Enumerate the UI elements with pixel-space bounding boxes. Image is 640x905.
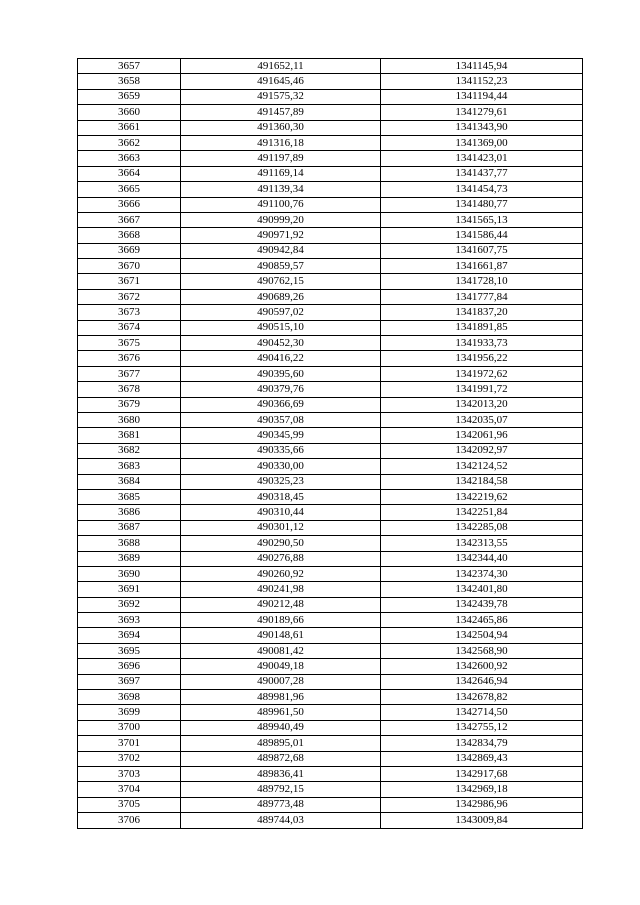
x-coordinate-cell: 490357,08	[181, 412, 381, 427]
table-row	[78, 135, 583, 150]
point-number-cell: 3674	[78, 320, 181, 335]
y-coordinate-cell: 1342465,86	[381, 613, 583, 628]
point-number-cell: 3663	[78, 151, 181, 166]
x-coordinate-cell: 490762,15	[181, 274, 381, 289]
x-coordinate-cell: 491575,32	[181, 89, 381, 104]
table-row	[78, 443, 583, 458]
y-coordinate-cell: 1341423,01	[381, 151, 583, 166]
y-coordinate-cell: 1341343,90	[381, 120, 583, 135]
table-row	[78, 59, 583, 74]
y-coordinate-cell: 1341586,44	[381, 228, 583, 243]
point-number-cell: 3672	[78, 289, 181, 304]
table-row	[78, 797, 583, 812]
y-coordinate-cell: 1342219,62	[381, 489, 583, 504]
table-row	[78, 243, 583, 258]
x-coordinate-cell: 491197,89	[181, 151, 381, 166]
x-coordinate-cell: 491139,34	[181, 182, 381, 197]
table-row	[78, 166, 583, 181]
table-row	[78, 566, 583, 581]
y-coordinate-cell: 1342600,92	[381, 659, 583, 674]
table-row	[78, 351, 583, 366]
x-coordinate-cell: 489773,48	[181, 797, 381, 812]
point-number-cell: 3695	[78, 643, 181, 658]
y-coordinate-cell: 1342755,12	[381, 720, 583, 735]
x-coordinate-cell: 489981,96	[181, 690, 381, 705]
y-coordinate-cell: 1341972,62	[381, 366, 583, 381]
y-coordinate-cell: 1342061,96	[381, 428, 583, 443]
point-number-cell: 3671	[78, 274, 181, 289]
y-coordinate-cell: 1341152,23	[381, 74, 583, 89]
y-coordinate-cell: 1341194,44	[381, 89, 583, 104]
table-row	[78, 782, 583, 797]
table-row	[78, 120, 583, 135]
x-coordinate-cell: 490290,50	[181, 536, 381, 551]
table-row	[78, 613, 583, 628]
point-number-cell: 3686	[78, 505, 181, 520]
point-number-cell: 3692	[78, 597, 181, 612]
y-coordinate-cell: 1342986,96	[381, 797, 583, 812]
table-row	[78, 105, 583, 120]
x-coordinate-cell: 490301,12	[181, 520, 381, 535]
point-number-cell: 3703	[78, 766, 181, 781]
point-number-cell: 3673	[78, 305, 181, 320]
y-coordinate-cell: 1342646,94	[381, 674, 583, 689]
table-row	[78, 182, 583, 197]
table-row	[78, 212, 583, 227]
x-coordinate-cell: 490007,28	[181, 674, 381, 689]
y-coordinate-cell: 1341279,61	[381, 105, 583, 120]
x-coordinate-cell: 490330,00	[181, 459, 381, 474]
y-coordinate-cell: 1341728,10	[381, 274, 583, 289]
x-coordinate-cell: 490345,99	[181, 428, 381, 443]
table-row	[78, 705, 583, 720]
y-coordinate-cell: 1343009,84	[381, 813, 583, 828]
y-coordinate-cell: 1342285,08	[381, 520, 583, 535]
table-row	[78, 520, 583, 535]
table-row	[78, 320, 583, 335]
table-row	[78, 428, 583, 443]
point-number-cell: 3664	[78, 166, 181, 181]
x-coordinate-cell: 490366,69	[181, 397, 381, 412]
x-coordinate-cell: 490859,57	[181, 259, 381, 274]
y-coordinate-cell: 1342568,90	[381, 643, 583, 658]
table-row	[78, 551, 583, 566]
y-coordinate-cell: 1341437,77	[381, 166, 583, 181]
table-row	[78, 643, 583, 658]
y-coordinate-cell: 1342313,55	[381, 536, 583, 551]
x-coordinate-cell: 490189,66	[181, 613, 381, 628]
point-number-cell: 3669	[78, 243, 181, 258]
x-coordinate-cell: 490395,60	[181, 366, 381, 381]
x-coordinate-cell: 491169,14	[181, 166, 381, 181]
point-number-cell: 3660	[78, 105, 181, 120]
y-coordinate-cell: 1342439,78	[381, 597, 583, 612]
x-coordinate-cell: 490515,10	[181, 320, 381, 335]
y-coordinate-cell: 1342678,82	[381, 690, 583, 705]
table-row	[78, 597, 583, 612]
point-number-cell: 3680	[78, 412, 181, 427]
point-number-cell: 3666	[78, 197, 181, 212]
point-number-cell: 3670	[78, 259, 181, 274]
y-coordinate-cell: 1341454,73	[381, 182, 583, 197]
table-row	[78, 628, 583, 643]
point-number-cell: 3662	[78, 135, 181, 150]
y-coordinate-cell: 1342344,40	[381, 551, 583, 566]
x-coordinate-cell: 490276,88	[181, 551, 381, 566]
x-coordinate-cell: 490049,18	[181, 659, 381, 674]
point-number-cell: 3659	[78, 89, 181, 104]
y-coordinate-cell: 1342251,84	[381, 505, 583, 520]
point-number-cell: 3678	[78, 382, 181, 397]
table-row	[78, 259, 583, 274]
coordinate-table-body	[78, 59, 583, 829]
point-number-cell: 3693	[78, 613, 181, 628]
table-row	[78, 397, 583, 412]
point-number-cell: 3696	[78, 659, 181, 674]
table-row	[78, 89, 583, 104]
y-coordinate-cell: 1341607,75	[381, 243, 583, 258]
point-number-cell: 3675	[78, 336, 181, 351]
x-coordinate-cell: 491100,76	[181, 197, 381, 212]
table-row	[78, 366, 583, 381]
point-number-cell: 3683	[78, 459, 181, 474]
table-row	[78, 474, 583, 489]
x-coordinate-cell: 490942,84	[181, 243, 381, 258]
point-number-cell: 3697	[78, 674, 181, 689]
table-row	[78, 336, 583, 351]
x-coordinate-cell: 490335,66	[181, 443, 381, 458]
table-row	[78, 766, 583, 781]
point-number-cell: 3676	[78, 351, 181, 366]
x-coordinate-cell: 490318,45	[181, 489, 381, 504]
y-coordinate-cell: 1342834,79	[381, 736, 583, 751]
table-row	[78, 690, 583, 705]
x-coordinate-cell: 491316,18	[181, 135, 381, 150]
point-number-cell: 3665	[78, 182, 181, 197]
y-coordinate-cell: 1342124,52	[381, 459, 583, 474]
table-row	[78, 382, 583, 397]
point-number-cell: 3691	[78, 582, 181, 597]
table-row	[78, 582, 583, 597]
x-coordinate-cell: 489744,03	[181, 813, 381, 828]
table-row	[78, 505, 583, 520]
y-coordinate-cell: 1341661,87	[381, 259, 583, 274]
y-coordinate-cell: 1341777,84	[381, 289, 583, 304]
point-number-cell: 3705	[78, 797, 181, 812]
point-number-cell: 3694	[78, 628, 181, 643]
y-coordinate-cell: 1342401,80	[381, 582, 583, 597]
y-coordinate-cell: 1341369,00	[381, 135, 583, 150]
x-coordinate-cell: 490597,02	[181, 305, 381, 320]
table-row	[78, 674, 583, 689]
x-coordinate-cell: 490416,22	[181, 351, 381, 366]
y-coordinate-cell: 1342092,97	[381, 443, 583, 458]
x-coordinate-cell: 489895,01	[181, 736, 381, 751]
table-row	[78, 274, 583, 289]
y-coordinate-cell: 1342374,30	[381, 566, 583, 581]
table-row	[78, 536, 583, 551]
x-coordinate-cell: 489792,15	[181, 782, 381, 797]
point-number-cell: 3701	[78, 736, 181, 751]
point-number-cell: 3679	[78, 397, 181, 412]
table-row	[78, 74, 583, 89]
x-coordinate-cell: 489872,68	[181, 751, 381, 766]
table-row	[78, 751, 583, 766]
table-row	[78, 197, 583, 212]
point-number-cell: 3698	[78, 690, 181, 705]
x-coordinate-cell: 490310,44	[181, 505, 381, 520]
table-row	[78, 659, 583, 674]
x-coordinate-cell: 490241,98	[181, 582, 381, 597]
x-coordinate-cell: 490148,61	[181, 628, 381, 643]
x-coordinate-cell: 490689,26	[181, 289, 381, 304]
table-row	[78, 813, 583, 828]
x-coordinate-cell: 490325,23	[181, 474, 381, 489]
point-number-cell: 3657	[78, 59, 181, 74]
point-number-cell: 3706	[78, 813, 181, 828]
point-number-cell: 3661	[78, 120, 181, 135]
x-coordinate-cell: 491457,89	[181, 105, 381, 120]
x-coordinate-cell: 490452,30	[181, 336, 381, 351]
point-number-cell: 3699	[78, 705, 181, 720]
point-number-cell: 3685	[78, 489, 181, 504]
y-coordinate-cell: 1341565,13	[381, 212, 583, 227]
y-coordinate-cell: 1342714,50	[381, 705, 583, 720]
y-coordinate-cell: 1342869,43	[381, 751, 583, 766]
point-number-cell: 3702	[78, 751, 181, 766]
y-coordinate-cell: 1342013,20	[381, 397, 583, 412]
coordinate-table	[77, 58, 583, 829]
point-number-cell: 3684	[78, 474, 181, 489]
table-row	[78, 459, 583, 474]
point-number-cell: 3689	[78, 551, 181, 566]
x-coordinate-cell: 489961,50	[181, 705, 381, 720]
y-coordinate-cell: 1341837,20	[381, 305, 583, 320]
table-row	[78, 228, 583, 243]
table-row	[78, 412, 583, 427]
table-row	[78, 720, 583, 735]
y-coordinate-cell: 1341480,77	[381, 197, 583, 212]
point-number-cell: 3688	[78, 536, 181, 551]
x-coordinate-cell: 489940,49	[181, 720, 381, 735]
x-coordinate-cell: 490971,92	[181, 228, 381, 243]
x-coordinate-cell: 491360,30	[181, 120, 381, 135]
y-coordinate-cell: 1341956,22	[381, 351, 583, 366]
y-coordinate-cell: 1341891,85	[381, 320, 583, 335]
y-coordinate-cell: 1342917,68	[381, 766, 583, 781]
x-coordinate-cell: 490081,42	[181, 643, 381, 658]
point-number-cell: 3668	[78, 228, 181, 243]
table-row	[78, 305, 583, 320]
y-coordinate-cell: 1341145,94	[381, 59, 583, 74]
table-row	[78, 736, 583, 751]
point-number-cell: 3687	[78, 520, 181, 535]
y-coordinate-cell: 1342035,07	[381, 412, 583, 427]
x-coordinate-cell: 490379,76	[181, 382, 381, 397]
point-number-cell: 3704	[78, 782, 181, 797]
point-number-cell: 3700	[78, 720, 181, 735]
x-coordinate-cell: 490999,20	[181, 212, 381, 227]
x-coordinate-cell: 491645,46	[181, 74, 381, 89]
y-coordinate-cell: 1342969,18	[381, 782, 583, 797]
point-number-cell: 3677	[78, 366, 181, 381]
y-coordinate-cell: 1342504,94	[381, 628, 583, 643]
y-coordinate-cell: 1342184,58	[381, 474, 583, 489]
x-coordinate-cell: 491652,11	[181, 59, 381, 74]
point-number-cell: 3690	[78, 566, 181, 581]
x-coordinate-cell: 489836,41	[181, 766, 381, 781]
table-row	[78, 289, 583, 304]
point-number-cell: 3682	[78, 443, 181, 458]
point-number-cell: 3658	[78, 74, 181, 89]
x-coordinate-cell: 490212,48	[181, 597, 381, 612]
table-row	[78, 489, 583, 504]
point-number-cell: 3681	[78, 428, 181, 443]
point-number-cell: 3667	[78, 212, 181, 227]
x-coordinate-cell: 490260,92	[181, 566, 381, 581]
table-row	[78, 151, 583, 166]
y-coordinate-cell: 1341933,73	[381, 336, 583, 351]
y-coordinate-cell: 1341991,72	[381, 382, 583, 397]
